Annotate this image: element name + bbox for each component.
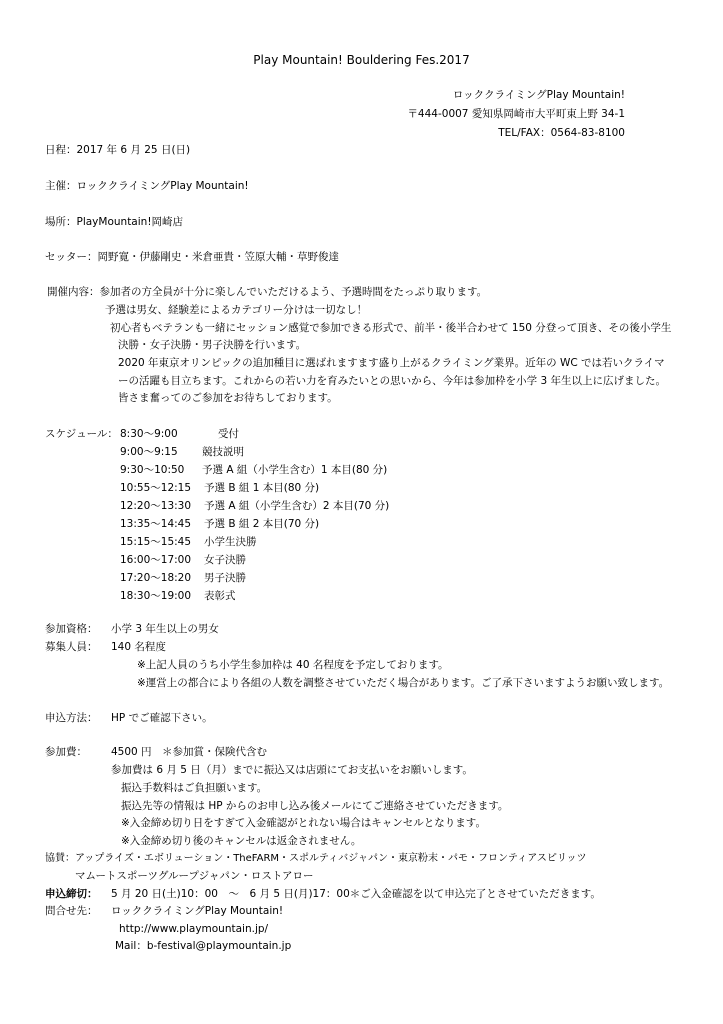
contact-name: ロッククライミングPlay Mountain! [111,905,284,917]
contact-mail[interactable]: Mail：b-festival@playmountain.jp [115,940,292,952]
deadline-value: 5 月 20 日(土)10：00 ～ 6 月 5 日(月)17：00＊ご入金確認を以て申込完了とさせていただきます。 [111,888,601,900]
page-title: Play Mountain! Bouldering Fes.2017 [253,53,470,67]
schedule-time: 9:00～9:15 [120,446,178,458]
apply-value: HP でご確認下さい。 [111,712,213,724]
schedule-time: 12:20～13:30 [120,500,192,512]
fee-note: 振込手数料はご負担願います。 [121,782,268,794]
sponsors-line: 協賛：アップライズ・エボリューション・TheFARM・スポルティバジャパン・東京粉末・パモ・フロンティアスピリッツ [45,853,587,864]
contact-label: 問合せ先： [45,905,98,917]
fee-note: 振込先等の情報は HP からのお申し込み後メールにてご連絡させていただきます。 [121,800,509,812]
organizer-address: 〒444-0007 愛知県岡崎市大平町東上野 34-1 [407,108,625,120]
schedule-event: 女子決勝 [204,554,246,566]
fee-note: ※入金締め切り日をすぎて入金確認がとれない場合はキャンセルとなります。 [121,817,486,829]
eligibility-label: 参加資格： [45,623,98,635]
schedule-event: 表彰式 [204,590,236,602]
schedule-event: 予選 B 組 2 本目(70 分) [204,518,320,530]
content-line: 開催内容：参加者の方全員が十分に楽しんでいただけるよう、予選時間をたっぷり取ります。 [47,286,488,298]
fee-label: 参加費： [45,746,87,758]
host-line: 主催：ロッククライミングPlay Mountain! [45,180,249,192]
schedule-time: 16:00～17:00 [120,554,192,566]
schedule-time: 17:20～18:20 [120,572,192,584]
schedule-event: 予選 A 組（小学生含む）2 本目(70 分) [204,500,390,512]
sponsors-line: マムートスポーツグループジャパン・ロストアロー [75,870,314,882]
content-line: 予選は男女、経験差によるカテゴリー分けは一切なし！ [105,304,368,316]
setters-line: セッター：岡野寛・伊藤剛史・米倉亜貴・笠原大輔・草野俊達 [45,251,339,263]
schedule-time: 15:15～15:45 [120,536,192,548]
content-line: 2020 年東京オリンピックの追加種目に選ばれますます盛り上がるクライミング業界。近年の WC では若いクライマ [118,357,665,369]
content-line: ーの活躍も目立ちます。これからの若い力を育みたいとの思いから、今年は参加枠を小学 3 年生以上に広げました。 [118,375,667,387]
content-line: 決勝・女子決勝・男子決勝を行います。 [118,339,307,351]
recruit-note: ※上記人員のうち小学生参加枠は 40 名程度を予定しております。 [137,659,449,671]
schedule-time: 8:30～9:00 [120,428,178,440]
schedule-event: 予選 B 組 1 本目(80 分) [204,482,320,494]
contact-url[interactable]: http://www.playmountain.jp/ [119,923,269,935]
schedule-event: 競技説明 [202,446,244,458]
content-line: 皆さま奮ってのご参加をお待ちしております。 [118,392,338,404]
schedule-time: 18:30～19:00 [120,590,192,602]
recruit-value: 140 名程度 [111,641,166,653]
fee-note: 参加費は 6 月 5 日（月）までに振込又は店頭にてお支払いをお願いします。 [111,764,473,776]
schedule-time: 9:30～10:50 [120,464,185,476]
organizer-telfax: TEL/FAX：0564-83-8100 [498,127,625,139]
deadline-label: 申込締切： [45,888,98,900]
recruit-label: 募集人員： [45,641,98,653]
organizer-name: ロッククライミングPlay Mountain! [452,89,625,101]
schedule-event: 予選 A 組（小学生含む）1 本目(80 分) [202,464,388,476]
schedule-event: 受付 [218,428,239,440]
venue-line: 場所：PlayMountain!岡崎店 [45,216,184,228]
date-line: 日程：2017 年 6 月 25 日(日) [45,144,191,156]
fee-value: 4500 円 ＊参加賞・保険代含む [111,746,268,758]
eligibility-value: 小学 3 年生以上の男女 [111,623,219,635]
schedule-time: 10:55～12:15 [120,482,192,494]
schedule-label: スケジュール： [45,428,118,440]
recruit-note: ※運営上の都合により各組の人数を調整させていただく場合があります。ご了承下さいますようお願い致します。 [137,677,670,689]
content-line: 初心者もベテランも一緒にセッション感覚で参加できる形式で、前半・後半合わせて 150 分登って頂き、その後小学生 [110,322,672,334]
fee-note: ※入金締め切り後のキャンセルは返金されません。 [121,835,362,847]
schedule-time: 13:35～14:45 [120,518,192,530]
schedule-event: 男子決勝 [204,572,246,584]
apply-label: 申込方法： [45,712,98,724]
schedule-event: 小学生決勝 [204,536,257,548]
